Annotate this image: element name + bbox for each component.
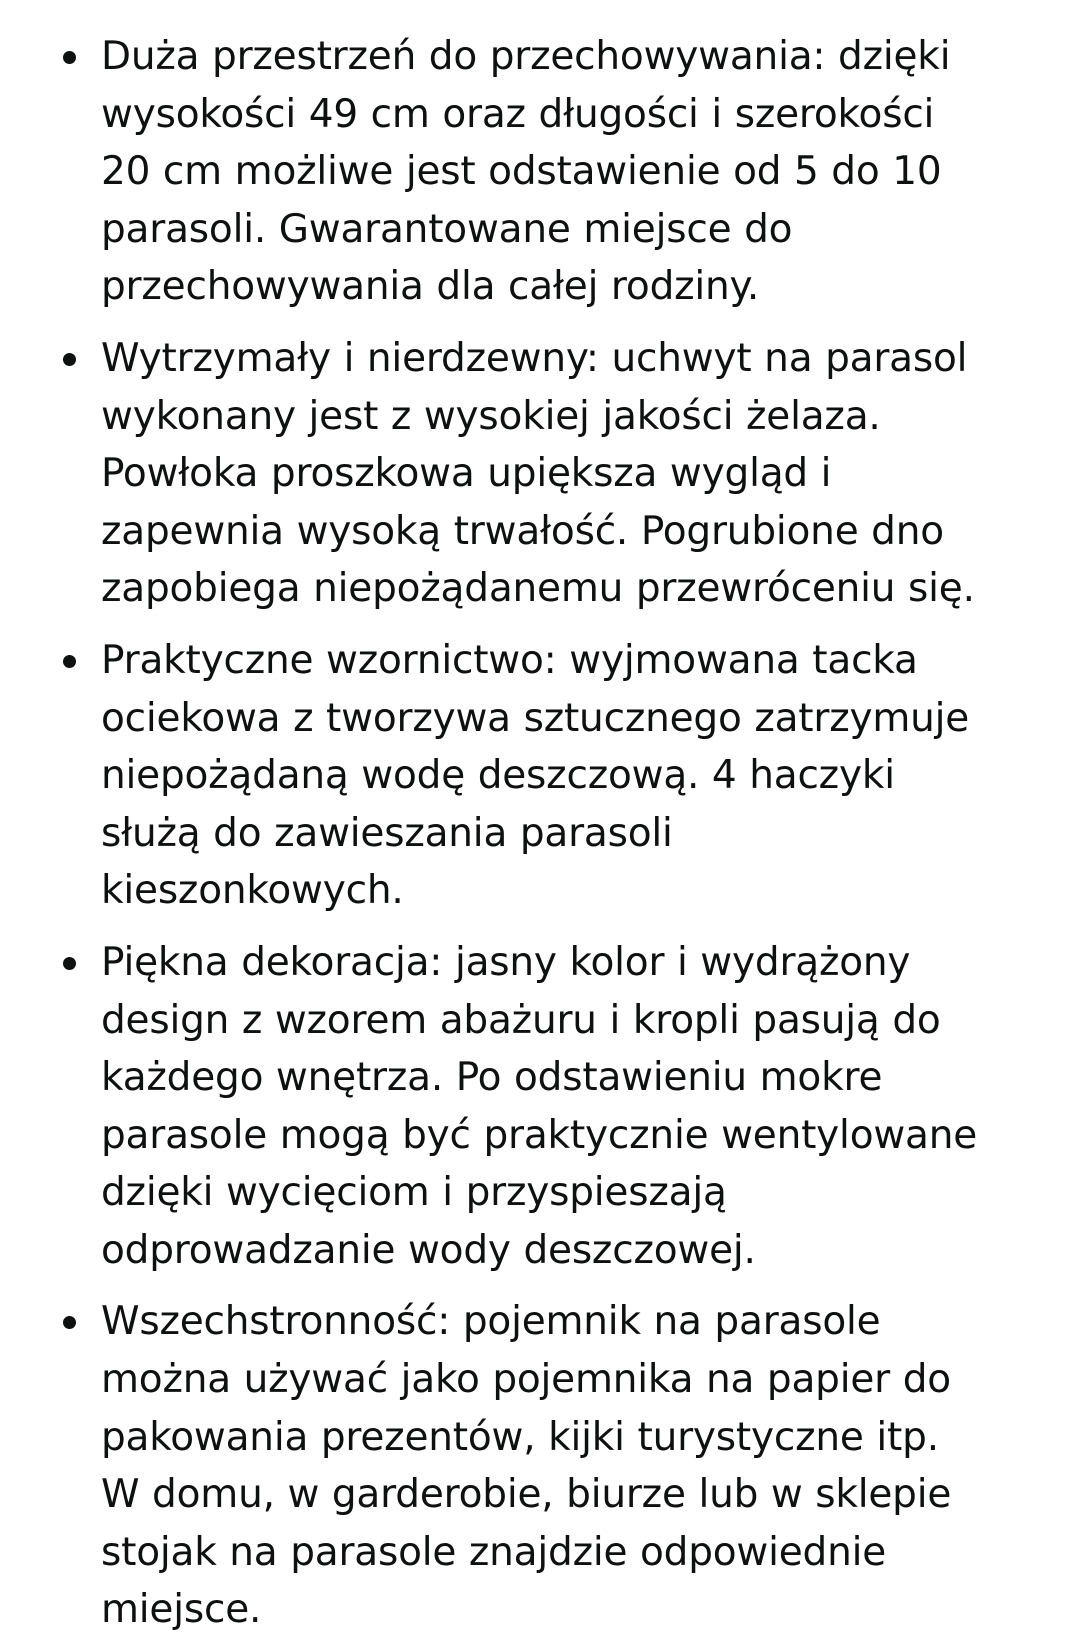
bullet-line: Piękna dekoracja: jasny kolor i wydrążony (101, 939, 911, 985)
bullet-dot-icon (63, 1316, 76, 1329)
feature-bullet-decoration (0, 934, 1040, 1280)
bullet-dot-icon (63, 655, 76, 668)
bullet-line: przechowywania dla całej rodziny. (101, 264, 760, 310)
bullet-dot-icon (63, 957, 76, 970)
bullet-line: niepożądaną wodę deszczową. 4 haczyki (101, 753, 895, 799)
bullet-line: parasoli. Gwarantowane miejsce do (101, 206, 793, 252)
bullet-line: zapobiega niepożądanemu przewróceniu się. (101, 566, 975, 612)
bullet-line: Praktyczne wzornictwo: wyjmowana tacka (101, 637, 918, 683)
bullet-line: Wytrzymały i nierdzewny: uchwyt na parasol (101, 335, 968, 381)
bullet-line: zapewnia wysoką trwałość. Pogrubione dno (101, 508, 944, 554)
feature-bullet-storage (0, 28, 1040, 316)
feature-bullet-versatility (0, 1293, 1040, 1639)
bullet-line: parasole mogą być praktycznie wentylowane (101, 1112, 978, 1158)
bullet-line: W domu, w garderobie, biurze lub w sklepie (101, 1472, 952, 1518)
bullet-line: Powłoka proszkowa upiększa wygląd i (101, 451, 832, 497)
bullet-dot-icon (63, 51, 76, 64)
bullet-line: Wszechstronność: pojemnik na parasole (101, 1299, 881, 1345)
bullet-line: dzięki wycięciom i przyspieszają (101, 1170, 727, 1216)
bullet-line: kieszonkowych. (101, 868, 404, 914)
bullet-line: Duża przestrzeń do przechowywania: dzięki (101, 34, 951, 79)
feature-bullet-design (0, 632, 1040, 920)
bullet-line: ociekowa z tworzywa sztucznego zatrzymuje (101, 695, 970, 741)
bullet-line: każdego wnętrza. Po odstawieniu mokre (101, 1055, 883, 1101)
bullet-line: 20 cm możliwe jest odstawienie od 5 do 10 (101, 149, 942, 195)
bullet-line: wysokości 49 cm oraz długości i szerokości (101, 91, 935, 137)
bullet-line: służą do zawieszania parasoli (101, 810, 673, 856)
bullet-dot-icon (63, 353, 76, 366)
feature-bullet-list (0, 28, 1040, 1639)
bullet-line: pakowania prezentów, kijki turystyczne itp. (101, 1414, 939, 1460)
bullet-line: wykonany jest z wysokiej jakości żelaza. (101, 393, 881, 439)
bullet-line: miejsce. (101, 1587, 262, 1633)
bullet-line: stojak na parasole znajdzie odpowiednie (101, 1529, 887, 1575)
bullet-line: można używać jako pojemnika na papier do (101, 1357, 951, 1403)
feature-bullet-durability (0, 330, 1040, 618)
bullet-line: design z wzorem abażuru i kropli pasują do (101, 997, 941, 1043)
bullet-line: odprowadzanie wody deszczowej. (101, 1227, 756, 1273)
